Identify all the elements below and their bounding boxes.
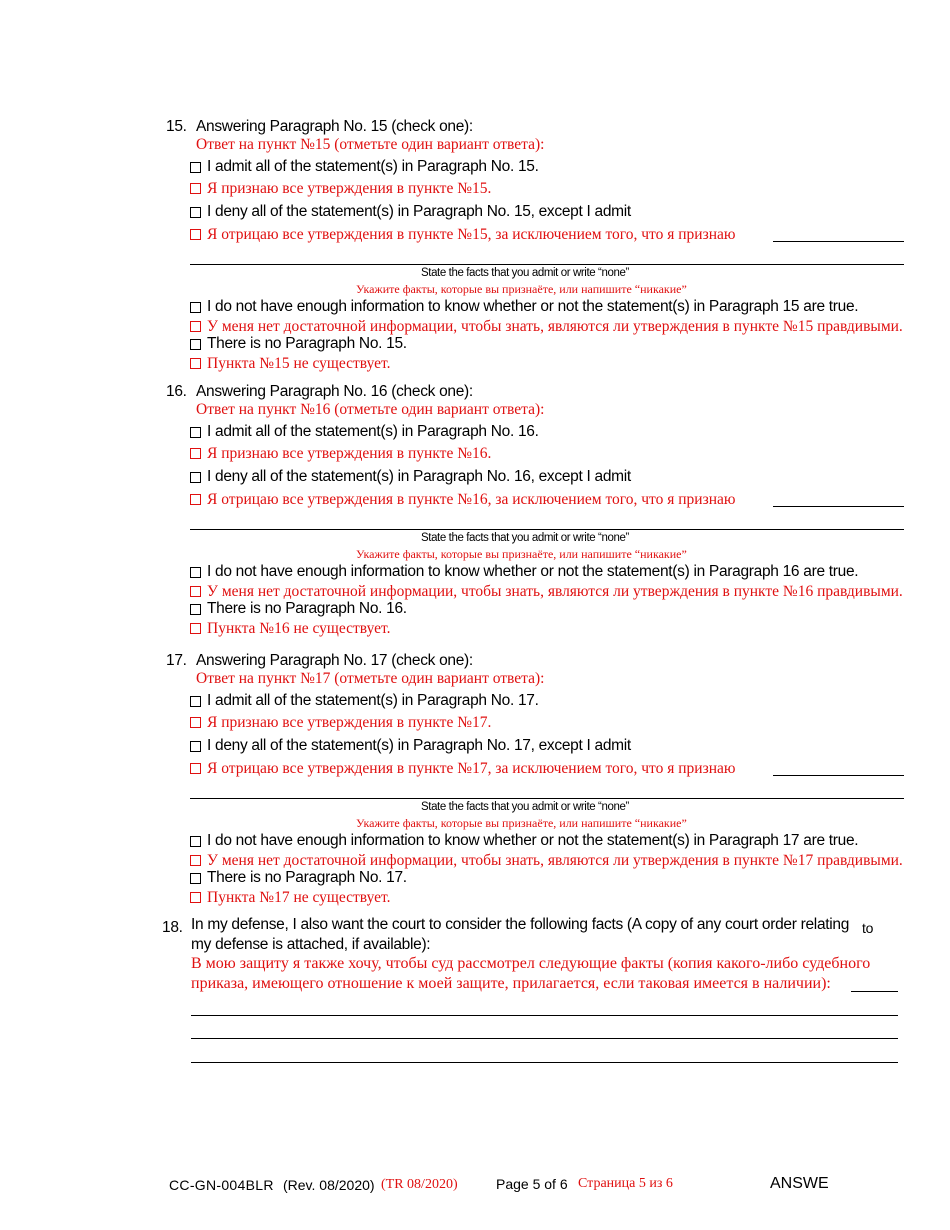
admit-checkbox[interactable] — [190, 427, 201, 438]
page-number-ru: Страница 5 из 6 — [578, 1176, 673, 1191]
section-number: 16. — [166, 383, 187, 400]
deny-checkbox[interactable] — [190, 741, 201, 752]
translation-revision: (TR 08/2020) — [381, 1177, 458, 1192]
defense-text-line2: my defense is attached, if available): — [191, 936, 431, 953]
admit-checkbox[interactable] — [190, 696, 201, 707]
no-paragraph-checkbox-ru[interactable] — [190, 358, 201, 369]
deny-label: I deny all of the statement(s) in Paragraph No. 16, except I admit — [207, 468, 631, 485]
deny-checkbox-ru[interactable] — [190, 763, 201, 774]
no-paragraph-label-ru: Пункта №17 не существует. — [207, 889, 391, 906]
no-paragraph-checkbox[interactable] — [190, 873, 201, 884]
noinfo-checkbox[interactable] — [190, 836, 201, 847]
noinfo-label: I do not have enough information to know whether or not the statement(s) in Paragraph 16 are true. — [207, 563, 859, 580]
facts-caption: State the facts that you admit or write “none” — [421, 801, 629, 813]
no-paragraph-label-ru: Пункта №16 не существует. — [207, 620, 391, 637]
noinfo-checkbox-ru[interactable] — [190, 586, 201, 597]
section-heading: Answering Paragraph No. 16 (check one): — [196, 383, 473, 400]
admitted-facts-inline-field[interactable] — [773, 241, 904, 242]
page-number: Page 5 of 6 — [496, 1176, 568, 1192]
noinfo-label: I do not have enough information to know whether or not the statement(s) in Paragraph 15 are true. — [207, 298, 859, 315]
deny-label-ru: Я отрицаю все утверждения в пункте №17, за исключением того, что я признаю — [207, 760, 736, 777]
admit-label-ru: Я признаю все утверждения в пункте №16. — [207, 445, 492, 462]
noinfo-checkbox-ru[interactable] — [190, 321, 201, 332]
deny-checkbox[interactable] — [190, 472, 201, 483]
defense-text-line1: In my defense, I also want the court to consider the following facts (A copy of any court order relating — [191, 916, 850, 933]
facts-caption-ru: Укажите факты, которые вы признаёте, или напишите “никакие” — [356, 816, 687, 830]
facts-caption: State the facts that you admit or write “none” — [421, 267, 629, 279]
admitted-facts-field[interactable] — [190, 264, 904, 265]
defense-text-line1-to: to — [862, 920, 874, 936]
admit-label: I admit all of the statement(s) in Paragraph No. 16. — [207, 423, 539, 440]
admit-label-ru: Я признаю все утверждения в пункте №15. — [207, 180, 492, 197]
admit-label: I admit all of the statement(s) in Paragraph No. 15. — [207, 158, 539, 175]
no-paragraph-label: There is no Paragraph No. 17. — [207, 869, 407, 886]
facts-caption: State the facts that you admit or write “none” — [421, 532, 629, 544]
no-paragraph-checkbox-ru[interactable] — [190, 623, 201, 634]
defense-facts-line-1[interactable] — [191, 1015, 898, 1016]
section-number: 17. — [166, 652, 187, 669]
no-paragraph-checkbox-ru[interactable] — [190, 892, 201, 903]
no-paragraph-label: There is no Paragraph No. 16. — [207, 600, 407, 617]
deny-label: I deny all of the statement(s) in Paragraph No. 15, except I admit — [207, 203, 631, 220]
deny-checkbox-ru[interactable] — [190, 229, 201, 240]
section-heading: Answering Paragraph No. 15 (check one): — [196, 118, 473, 135]
deny-label-ru: Я отрицаю все утверждения в пункте №15, за исключением того, что я признаю — [207, 226, 736, 243]
defense-text-line2-ru: приказа, имеющего отношение к моей защите, прилагается, если таковая имеется в наличии): — [191, 975, 831, 992]
no-paragraph-label-ru: Пункта №15 не существует. — [207, 355, 391, 372]
deny-checkbox-ru[interactable] — [190, 494, 201, 505]
section-heading-ru: Ответ на пункт №15 (отметьте один вариант ответа): — [196, 136, 545, 153]
deny-checkbox[interactable] — [190, 207, 201, 218]
deny-label: I deny all of the statement(s) in Paragraph No. 17, except I admit — [207, 737, 631, 754]
admitted-facts-inline-field[interactable] — [773, 506, 904, 507]
noinfo-label-ru: У меня нет достаточной информации, чтобы знать, являются ли утверждения в пункте №15 правдивыми. — [207, 318, 903, 335]
noinfo-label: I do not have enough information to know whether or not the statement(s) in Paragraph 17 are true. — [207, 832, 859, 849]
document-title: ANSWE — [770, 1175, 829, 1192]
admit-checkbox[interactable] — [190, 162, 201, 173]
admitted-facts-field[interactable] — [190, 798, 904, 799]
section-heading-ru: Ответ на пункт №17 (отметьте один вариант ответа): — [196, 670, 545, 687]
noinfo-checkbox[interactable] — [190, 302, 201, 313]
section-number: 18. — [162, 919, 183, 936]
form-id: CC-GN-004BLR — [169, 1177, 274, 1193]
defense-text-line1-ru: В мою защиту я также хочу, чтобы суд рассмотрел следующие факты (копия какого-либо судебного — [191, 955, 871, 972]
no-paragraph-checkbox[interactable] — [190, 339, 201, 350]
facts-caption-ru: Укажите факты, которые вы признаёте, или напишите “никакие” — [356, 282, 687, 296]
noinfo-label-ru: У меня нет достаточной информации, чтобы знать, являются ли утверждения в пункте №17 правдивыми. — [207, 852, 903, 869]
defense-facts-line-3[interactable] — [191, 1062, 898, 1063]
defense-facts-inline-field[interactable] — [851, 991, 898, 992]
admit-checkbox-ru[interactable] — [190, 717, 201, 728]
facts-caption-ru: Укажите факты, которые вы признаёте, или напишите “никакие” — [356, 547, 687, 561]
admitted-facts-field[interactable] — [190, 529, 904, 530]
noinfo-checkbox[interactable] — [190, 567, 201, 578]
admit-label-ru: Я признаю все утверждения в пункте №17. — [207, 714, 492, 731]
admit-label: I admit all of the statement(s) in Paragraph No. 17. — [207, 692, 539, 709]
form-revision: (Rev. 08/2020) — [283, 1177, 375, 1193]
section-heading-ru: Ответ на пункт №16 (отметьте один вариант ответа): — [196, 401, 545, 418]
section-number: 15. — [166, 118, 187, 135]
section-heading: Answering Paragraph No. 17 (check one): — [196, 652, 473, 669]
noinfo-checkbox-ru[interactable] — [190, 855, 201, 866]
no-paragraph-label: There is no Paragraph No. 15. — [207, 335, 407, 352]
deny-label-ru: Я отрицаю все утверждения в пункте №16, за исключением того, что я признаю — [207, 491, 736, 508]
defense-facts-line-2[interactable] — [191, 1038, 898, 1039]
noinfo-label-ru: У меня нет достаточной информации, чтобы знать, являются ли утверждения в пункте №16 правдивыми. — [207, 583, 903, 600]
admitted-facts-inline-field[interactable] — [773, 775, 904, 776]
admit-checkbox-ru[interactable] — [190, 183, 201, 194]
no-paragraph-checkbox[interactable] — [190, 604, 201, 615]
admit-checkbox-ru[interactable] — [190, 448, 201, 459]
